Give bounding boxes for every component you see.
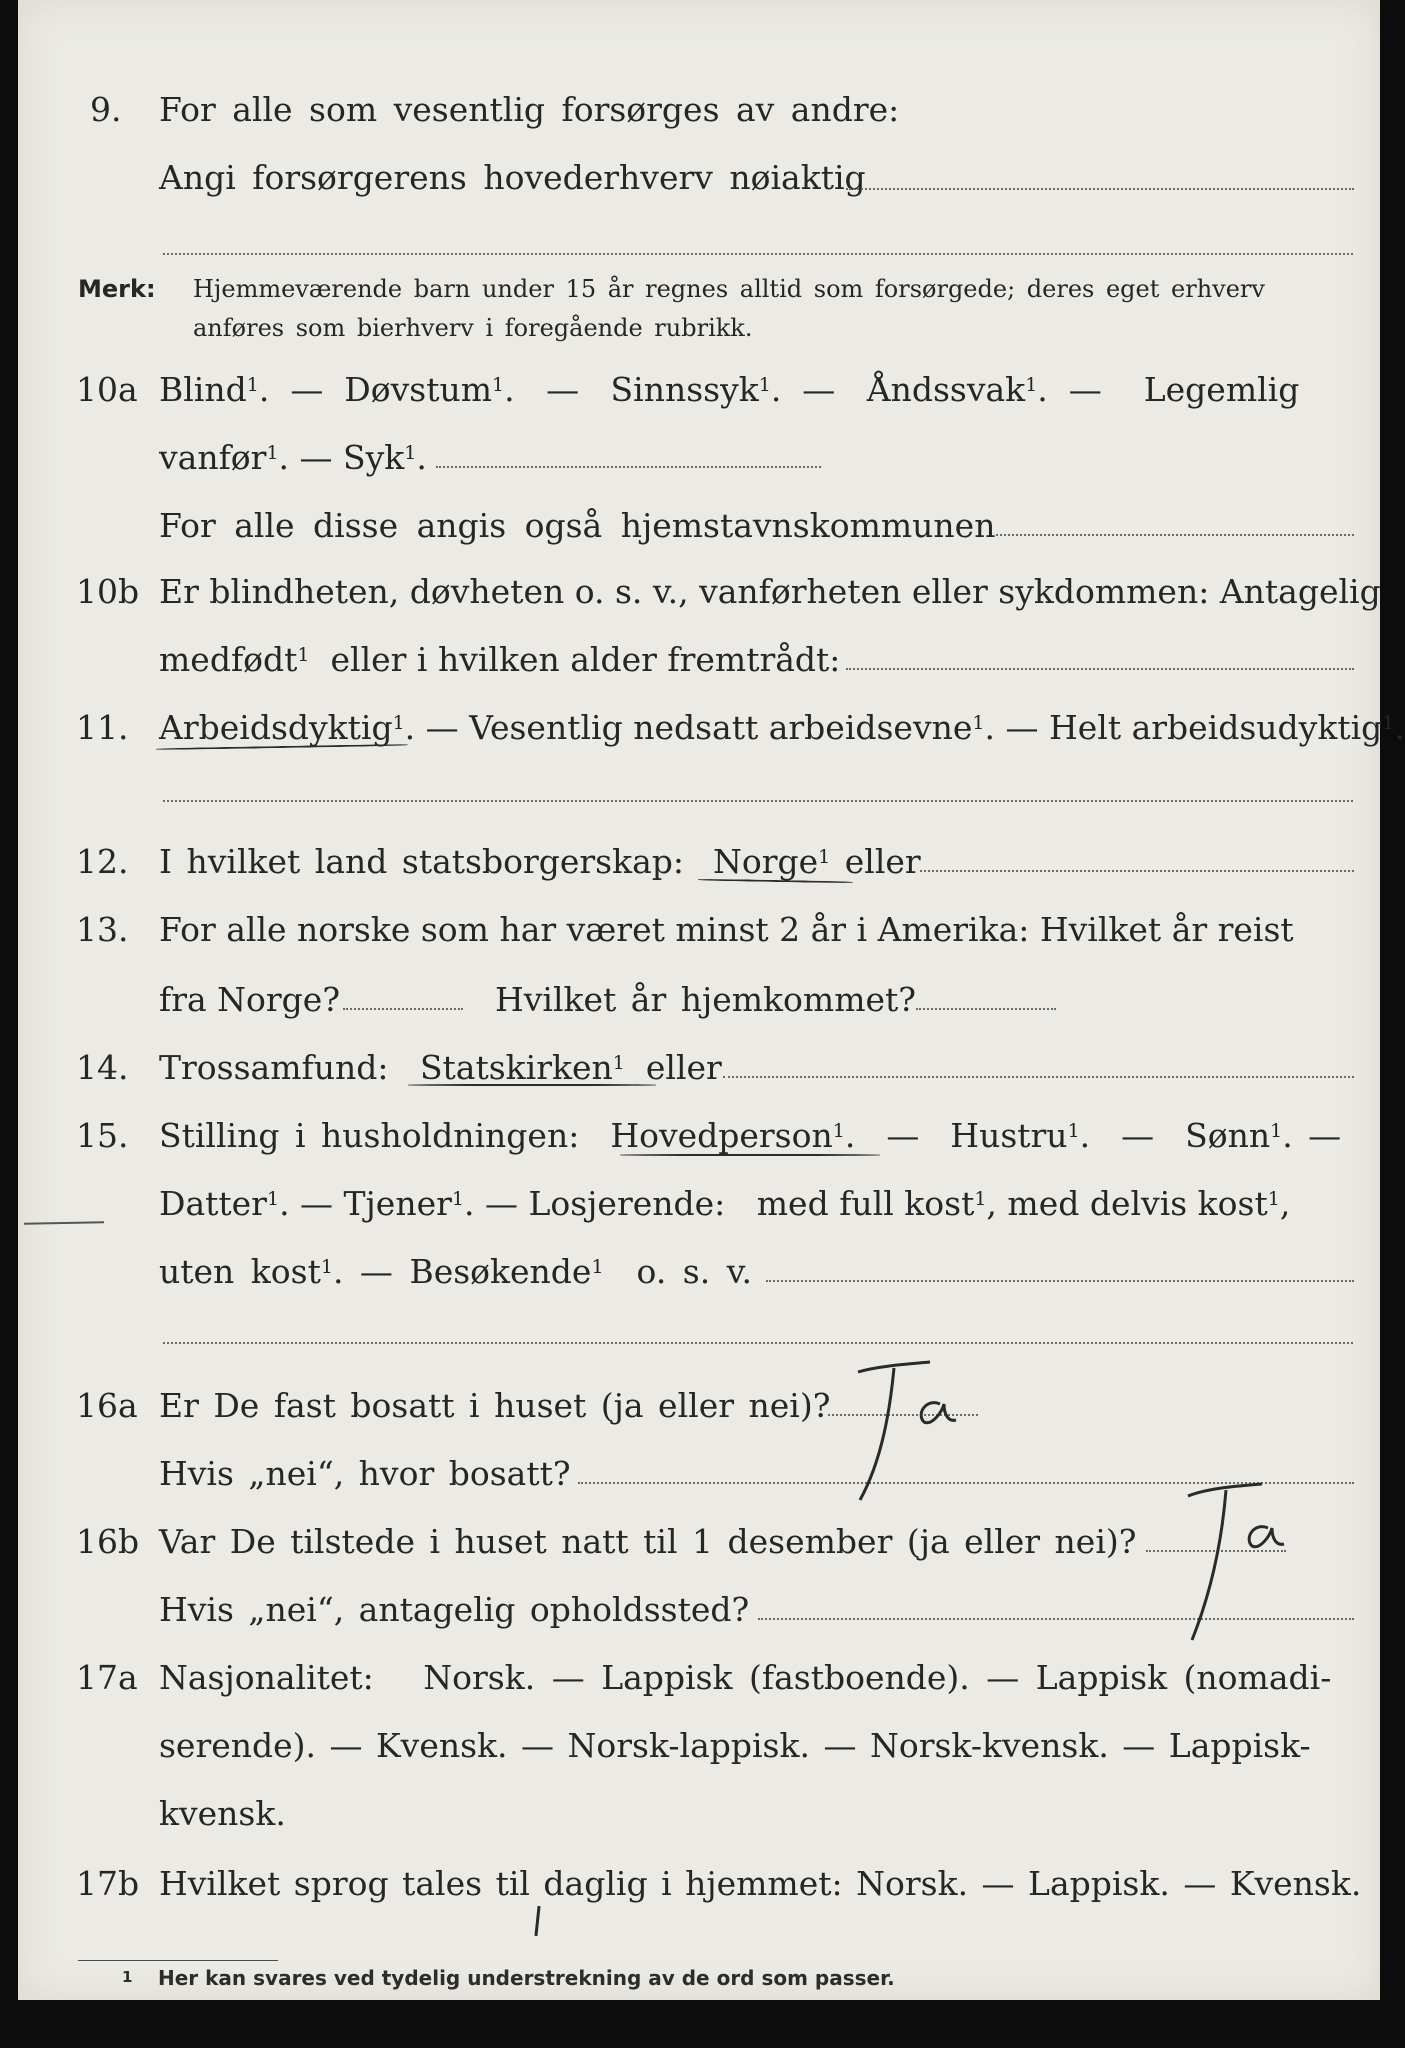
q16b-handwritten-answer — [1128, 1470, 1308, 1650]
merk-line2: anføres som bierhverv i foregående rubrikk. — [193, 314, 753, 342]
q14-line: Trossamfund: Statskirken$^1$ eller — [159, 1048, 722, 1087]
q16b-number: 16b — [76, 1522, 140, 1561]
q10a-answer-line — [436, 466, 821, 468]
q15-line2: Datter$^1$. — Tjener$^1$. — Losjerende: med full kost$^1$, med delvis kost$^1$, — [159, 1184, 1291, 1223]
q15-number: 15. — [76, 1116, 129, 1155]
q12-line: I hvilket land statsborgerskap: Norge$^1$ eller — [159, 842, 921, 881]
q13-number: 13. — [76, 910, 129, 949]
q11-answer-line — [163, 800, 1353, 802]
q15-handwritten-underline — [620, 1154, 880, 1156]
q13-fra-norge: fra Norge? — [159, 980, 341, 1019]
q13-fra-line — [343, 1008, 463, 1010]
q9-line1: For alle som vesentlig forsørges av andre: — [159, 90, 900, 129]
q15-answer-line-2 — [163, 1342, 1353, 1344]
q11-line: Arbeidsdyktig$^1$. — Vesentlig nedsatt arbeidsevne$^1$. — Helt arbeidsudyktig$^1$. — [159, 708, 1405, 747]
q10a-number: 10a — [76, 370, 138, 409]
q13-line1: For alle norske som har været minst 2 år i Amerika: Hvilket år reist — [159, 910, 1294, 949]
q17a-number: 17a — [76, 1658, 138, 1697]
q14-number: 14. — [76, 1048, 129, 1087]
q17b-line: Hvilket sprog tales til daglig i hjemmet: Norsk. — Lappisk. — Kvensk. — [159, 1864, 1362, 1903]
q10a-line1: Blind$^1$. — Døvstum$^1$. — Sinnssyk$^1$. — Åndssvak$^1$. — Legemlig — [159, 370, 1300, 409]
q16a-number: 16a — [76, 1386, 138, 1425]
q10b-answer-line — [846, 668, 1354, 670]
merk-label: Merk: — [78, 275, 156, 303]
q10a-hjemstavn-line — [996, 534, 1354, 536]
q15-answer-line — [766, 1280, 1354, 1282]
q11-number: 11. — [76, 708, 129, 747]
q9-answer-line — [846, 188, 1354, 190]
q17a-line1: Nasjonalitet: Norsk. — Lappisk (fastboende). — Lappisk (nomadi- — [159, 1658, 1332, 1697]
q16a-line2: Hvis „nei“, hvor bosatt? — [159, 1454, 571, 1493]
q10b-line1: Er blindheten, døvheten o. s. v., vanførheten eller sykdommen: Antagelig — [159, 572, 1381, 611]
q9-line2: Angi forsørgerens hovederhverv nøiaktig — [159, 158, 866, 197]
q10b-number: 10b — [76, 572, 140, 611]
footnote-mark: 1 — [122, 1968, 133, 1986]
q9-number: 9. — [90, 90, 122, 129]
q16b-line2: Hvis „nei“, antagelig opholdssted? — [159, 1590, 750, 1629]
margin-pencil-mark — [24, 1221, 104, 1224]
q16b-line1: Var De tilstede i huset natt til 1 desember (ja eller nei)? — [159, 1522, 1137, 1561]
q17b-number: 17b — [76, 1864, 140, 1903]
q17a-line3: kvensk. — [159, 1794, 286, 1833]
svg-text:Ja: Ja — [818, 1350, 819, 1351]
svg-text:Ja: Ja — [1128, 1470, 1129, 1471]
q13-hjemkommet: Hvilket år hjemkommet? — [495, 980, 916, 1019]
footnote-text: Her kan svares ved tydelig understrekning av de ord som passer. — [158, 1966, 895, 1990]
q10a-line2: vanfør$^1$. — Syk$^1$. — [159, 438, 427, 477]
q14-handwritten-underline — [408, 1084, 656, 1086]
q15-line1: Stilling i husholdningen: Hovedperson$^1$. — Hustru$^1$. — Sønn$^1$. — — [159, 1116, 1342, 1155]
q16a-line1: Er De fast bosatt i huset (ja eller nei)? — [159, 1386, 831, 1425]
q16a-handwritten-answer — [818, 1350, 988, 1520]
q12-answer-line — [920, 870, 1354, 872]
q14-answer-line — [723, 1076, 1354, 1078]
q9-answer-line-2 — [163, 253, 1353, 255]
footnote-rule — [78, 1960, 278, 1961]
q15-line3: uten kost$^1$. — Besøkende$^1$ o. s. v. — [159, 1252, 752, 1291]
q10b-line2: medfødt$^1$ eller i hvilken alder fremtrådt: — [159, 640, 841, 679]
q17b-pencil-tick — [534, 1906, 540, 1936]
q17a-line2: serende). — Kvensk. — Norsk-lappisk. — Norsk-kvensk. — Lappisk- — [159, 1726, 1311, 1765]
q10a-line3: For alle disse angis også hjemstavnskommunen — [159, 506, 996, 545]
merk-line1: Hjemmeværende barn under 15 år regnes alltid som forsørgede; deres eget erhverv — [193, 275, 1265, 303]
q12-number: 12. — [76, 842, 129, 881]
q13-hjem-line — [916, 1008, 1056, 1010]
census-form-page — [18, 0, 1405, 2000]
